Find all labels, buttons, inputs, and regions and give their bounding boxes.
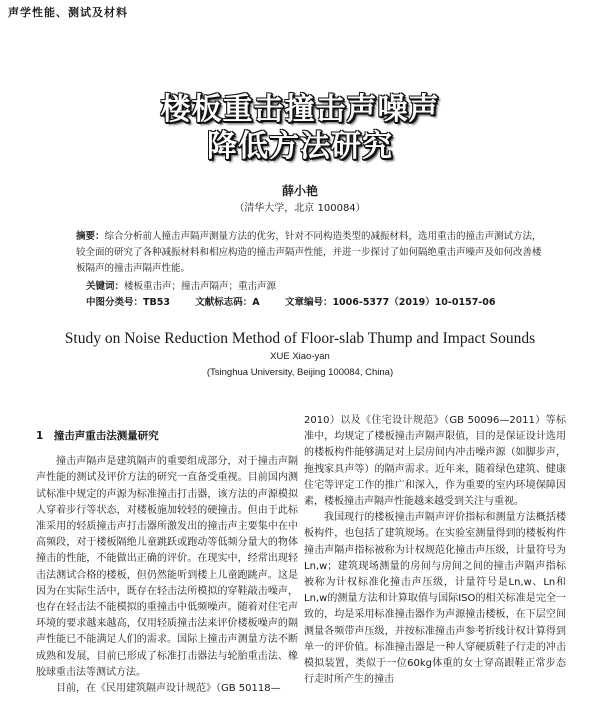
right-paragraph-1: 2010）以及《住宅设计规范》（GB 50096—2011）等标准中，均规定了楼板撞击声隔声限值，目的是保证设计选用的楼板构件能够满足对上层房间内冲击噪声源（如脚步声，拖拽家具声等）的隔声需求。近年来，随着绿色建筑、健康住宅等评定工作的推广和深入，作为重要的室内环境保障因素，楼板撞击声隔声性能越来越受到关注与重视。	[304, 415, 566, 508]
author-affiliation-cn: （清华大学，北京 100084）	[234, 203, 366, 214]
left-column	[36, 412, 298, 697]
title-cn-line2: 降低方法研究	[207, 129, 393, 164]
classification-line	[86, 294, 517, 308]
keywords-label: 关键词：	[86, 281, 125, 292]
abstract	[76, 229, 546, 277]
right-paragraph-2: 我国现行的楼板撞击声隔声评价指标和测量方法概括楼板构件，也包括了建筑规场。在实验室测量得到的楼板构件撞击声隔声指标被称为计权规范化撞击声压级，计量符号为Ln,w；建筑现场测量的房间与房间之间的撞击声隔声指标被称为计权标准化撞击声压级，计量符号是Ln,w、Ln和Ln,w的测量方法和计算取值与国际ISO的相关标准是完全一致的，均是采用标准撞击器作为声源撞击楼板，在下层空间测量各频带声压级，并按标准撞击声参考折线计权计算得到单一的评价值。标准撞击器是一种人穿硬质鞋子行走的冲击模拟装置，类似于一位60kg体重的女士穿高跟鞋正常步态行走时所产生的撞击	[304, 512, 566, 686]
author-affiliation-en: (Tsinghua University, Beijing 100084, China)	[206, 367, 394, 378]
keywords-text: 楼板重击声；撞击声隔声；重击声源	[124, 281, 277, 292]
running-header: 声学性能、测试及材料	[8, 6, 128, 19]
section-heading: 1 撞击声重击法测量研究	[36, 430, 159, 442]
title-cn-line1: 楼板重击撞击声噪声	[160, 92, 440, 127]
document-code: 文献标志码：A	[195, 297, 260, 308]
article-number: 文章编号：1006-5377（2019）10-0157-06	[284, 297, 496, 308]
title-en: Study on Noise Reduction Method of Floor-slab Thump and Impact Sounds	[64, 330, 536, 347]
abstract-text: 综合分析前人撞击声隔声测量方法的优劣，针对不同构造类型的减振材料，选用重击的撞击声测试方法，较全面的研究了各种减振材料和相应构造的撞击声隔声性能，并进一步探讨了如何隔绝重击声噪声及如何改善楼板隔声的撞击声隔声性能。	[76, 231, 542, 274]
left-paragraph-1: 撞击声隔声是建筑隔声的重要组成部分，对于撞击声隔声性能的测试及评价方法的研究一直备受重视。目前国内测试标准中规定的声源为标准撞击打击器，该方法的声源模拟人穿着步行等状态，对楼板施加较轻的硬撞击。但由于此标准采用的轻质撞击声打击器所激发出的撞击声主要集中在中高频段，对于楼板隔绝儿童跳跃或跑动等低频分量大的物体撞击的性能，不能做出正确的评价。在现实中，经常出现轻击法测试合格的楼板，但仍然能听到楼上儿童跑跳声。这是因为在实际生活中，既存在轻击法所模拟的穿鞋敲击噪声，也存在轻击法不能模拟的重撞击中低频噪声。随着对住宅声环境的要求越来越高，仅用轻质撞击法来评价楼板噪声的隔声性能已不能满足人们的需求。国际上撞击声测量方法不断成熟和发展，目前已形成了标准打击器法与轮胎重击法、橡胶球重击法等测试方法。	[36, 456, 298, 678]
keywords	[86, 278, 276, 292]
author-name-cn: 薛小艳	[281, 184, 318, 198]
author-name-en: XUE Xiao-yan	[270, 351, 330, 362]
right-column	[304, 413, 566, 688]
clc-number: 中图分类号：TB53	[86, 297, 170, 308]
abstract-label: 摘要：	[76, 231, 105, 242]
left-paragraph-2: 目前，在《民用建筑隔声设计规范》（GB 50118—	[56, 683, 281, 695]
